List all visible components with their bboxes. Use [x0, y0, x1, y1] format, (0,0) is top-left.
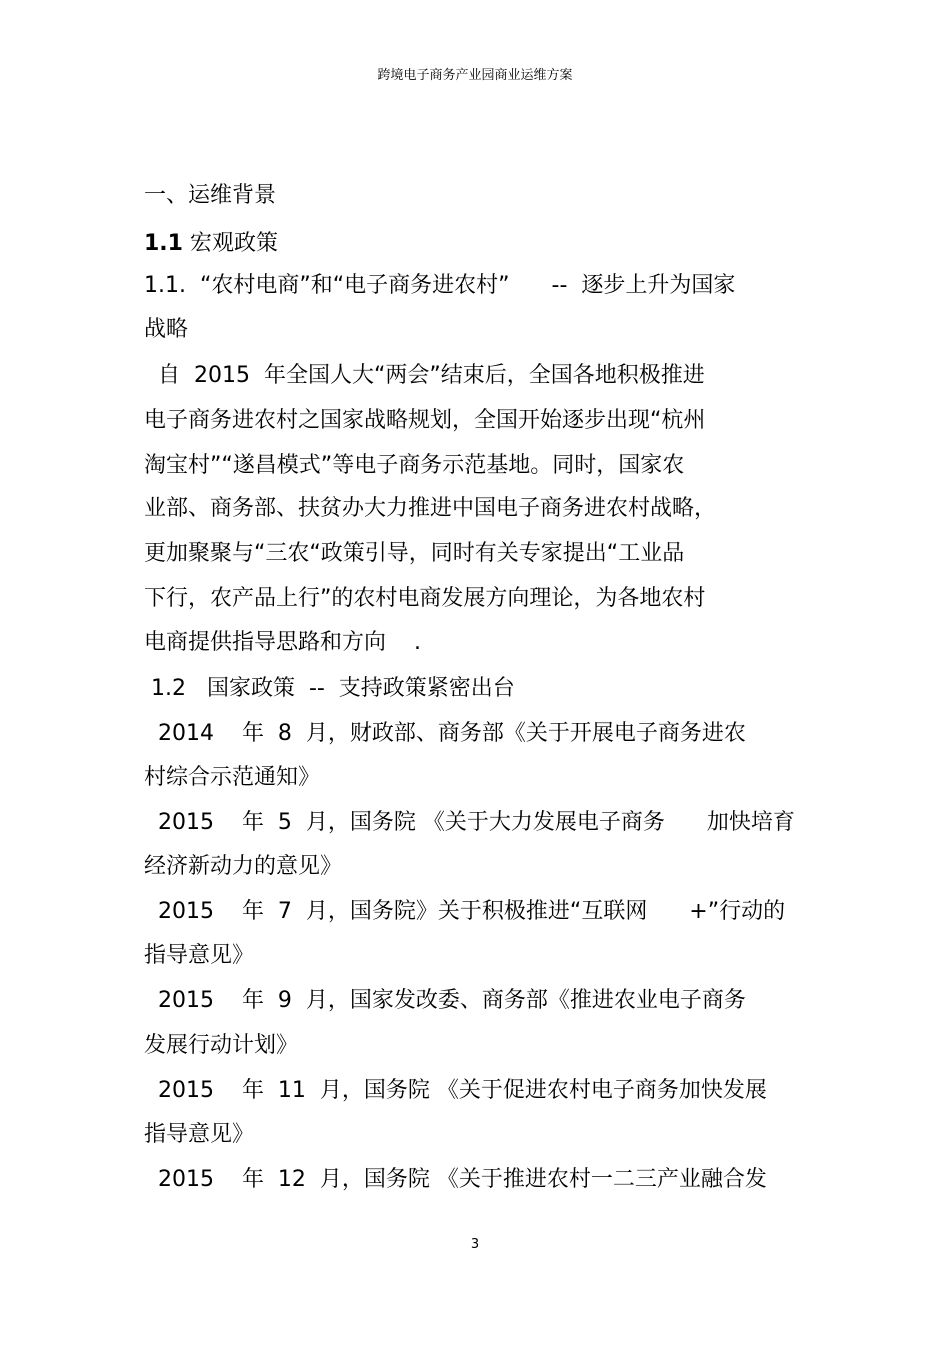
- subsection-number: 1.1: [144, 231, 183, 256]
- policy-line: 2015 年 7 月，国务院》关于积极推进“互联网 +”行动的: [144, 899, 786, 924]
- subsection-heading-1-2: 1.2 国家政策 -- 支持政策紧密出台: [144, 676, 515, 701]
- policy-line-cont: 指导意见》: [144, 943, 255, 968]
- policy-line: 2015 年 12 月，国务院 《关于推进农村一二三产业融合发: [144, 1167, 767, 1192]
- paragraph-line: 自 2015 年全国人大“两会”结束后，全国各地积极推进: [144, 363, 705, 388]
- paragraph-line: 下行，农产品上行”的农村电商发展方向理论，为各地农村: [144, 586, 706, 611]
- paragraph-line: 更加聚聚与“三农“政策引导，同时有关专家提出“工业品: [144, 541, 685, 566]
- paragraph-line: 业部、商务部、扶贫办大力推进中国电子商务进农村战略，: [144, 496, 717, 521]
- policy-line-cont: 经济新动力的意见》: [144, 854, 343, 879]
- policy-line-cont: 村综合示范通知》: [144, 765, 321, 790]
- page-header: 跨境电子商务产业园商业运维方案: [377, 68, 573, 83]
- policy-line: 2015 年 5 月，国务院 《关于大力发展电子商务 加快培育: [144, 810, 795, 835]
- policy-line: 2015 年 11 月，国务院 《关于促进农村电子商务加快发展: [144, 1078, 767, 1103]
- paragraph-line: 电子商务进农村之国家战略规划，全国开始逐步出现“杭州: [144, 408, 706, 433]
- policy-line: 2015 年 9 月，国家发改委、商务部《推进农业电子商务: [144, 988, 746, 1013]
- policy-line: 2014 年 8 月，财政部、商务部《关于开展电子商务进农: [144, 721, 746, 746]
- subsection-heading-1-1-1-cont: 战略: [144, 317, 189, 342]
- subsection-heading-1-1-1: 1.1. “农村电商”和“电子商务进农村” -- 逐步上升为国家: [144, 273, 736, 298]
- page-number: 3: [470, 1237, 480, 1252]
- paragraph-line: 淘宝村”“遂昌模式”等电子商务示范基地。同时，国家农: [144, 453, 685, 478]
- subsection-heading-1-1: [144, 228, 278, 260]
- section-heading: 一、运维背景: [144, 183, 277, 208]
- subsection-title: 宏观政策: [182, 231, 278, 256]
- policy-line-cont: 指导意见》: [144, 1122, 255, 1147]
- paragraph-line: 电商提供指导思路和方向 .: [144, 630, 421, 655]
- policy-line-cont: 发展行动计划》: [144, 1033, 299, 1058]
